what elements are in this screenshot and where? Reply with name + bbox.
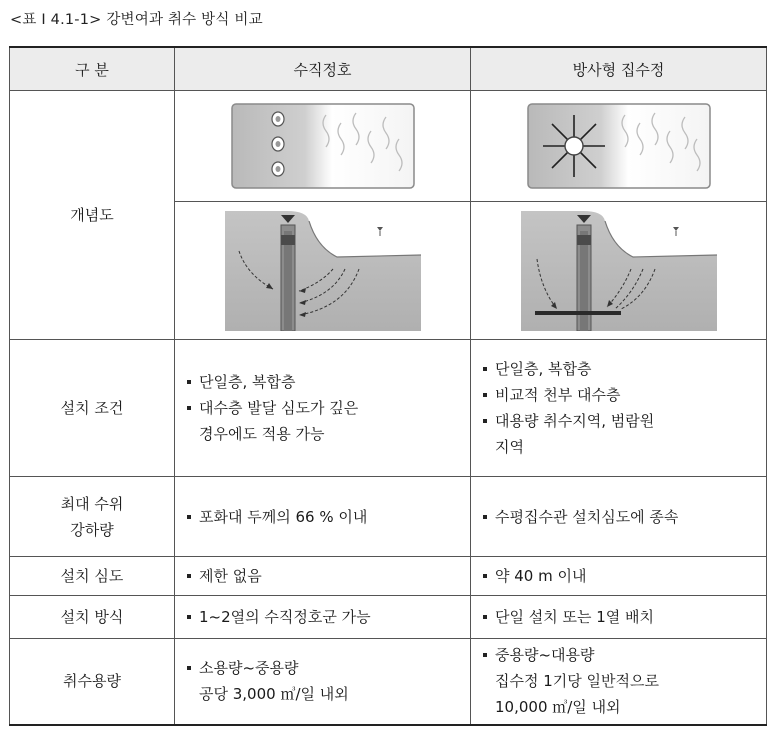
list-item: 약 40 m 이내 [481, 563, 766, 589]
vertical-well-diagrams [175, 91, 471, 340]
row-label-capacity: 취수용량 [10, 639, 175, 725]
radial-collector-section-view [521, 211, 717, 331]
radial-collector-plan-view [527, 103, 711, 189]
radial-install-method [471, 596, 767, 639]
vertical-install-method [175, 596, 471, 639]
vertical-capacity [175, 639, 471, 725]
row-max-drawdown [10, 477, 767, 557]
row-label-line: 강하량 [70, 520, 114, 539]
row-concept [10, 91, 767, 340]
list-item-continuation: 경우에도 적용 가능 [199, 425, 325, 443]
vertical-well-plan-view [231, 103, 415, 189]
row-install-depth [10, 557, 767, 596]
radial-capacity [471, 639, 767, 725]
radial-install-condition [471, 340, 767, 477]
radial-install-depth [471, 557, 767, 596]
header-category: 구 분 [10, 47, 175, 91]
row-install-method [10, 596, 767, 639]
list-item: 대수층 발달 심도가 깊은 [185, 395, 470, 421]
vertical-well-section-view [225, 211, 421, 331]
list-item-continuation: 공당 3,000 ㎥/일 내외 [199, 685, 349, 704]
row-label-install-condition: 설치 조건 [10, 340, 175, 477]
row-label-line: 최대 수위 [60, 494, 124, 513]
row-label-max-drawdown [10, 477, 175, 557]
row-label-install-depth: 설치 심도 [10, 557, 175, 596]
list-item-continuation: 지역 [495, 438, 524, 456]
list-item: 소용량~중용량 [185, 655, 470, 681]
list-item: 대용량 취수지역, 범람원 [481, 408, 766, 434]
list-item: 단일층, 복합층 [185, 369, 470, 395]
list-item: 단일층, 복합층 [481, 356, 766, 382]
row-install-condition [10, 340, 767, 477]
row-label-concept: 개념도 [10, 91, 175, 340]
header-radial-collector: 방사형 집수정 [471, 47, 767, 91]
list-item: 중용량~대용량 [481, 642, 766, 668]
list-item: 1~2열의 수직정호군 가능 [185, 604, 470, 630]
list-item: 제한 없음 [185, 563, 470, 589]
radial-max-drawdown [471, 477, 767, 557]
list-item-continuation: 집수정 1기당 일반적으로 [495, 672, 659, 691]
table-header-row [10, 47, 767, 91]
list-item: 수평집수관 설치심도에 종속 [481, 504, 766, 530]
row-capacity [10, 639, 767, 725]
header-vertical-well: 수직정호 [175, 47, 471, 91]
list-item: 단일 설치 또는 1열 배치 [481, 604, 766, 630]
list-item: 포화대 두께의 66 % 이내 [185, 504, 470, 530]
comparison-table [9, 46, 767, 726]
table-caption: <표 Ⅰ 4.1-1> 강변여과 취수 방식 비교 [10, 12, 263, 28]
list-item-continuation: 10,000 ㎥/일 내외 [495, 698, 621, 717]
vertical-install-condition [175, 340, 471, 477]
vertical-install-depth [175, 557, 471, 596]
list-item: 비교적 천부 대수층 [481, 382, 766, 408]
row-label-install-method: 설치 방식 [10, 596, 175, 639]
radial-collector-diagrams [471, 91, 767, 340]
vertical-max-drawdown [175, 477, 471, 557]
